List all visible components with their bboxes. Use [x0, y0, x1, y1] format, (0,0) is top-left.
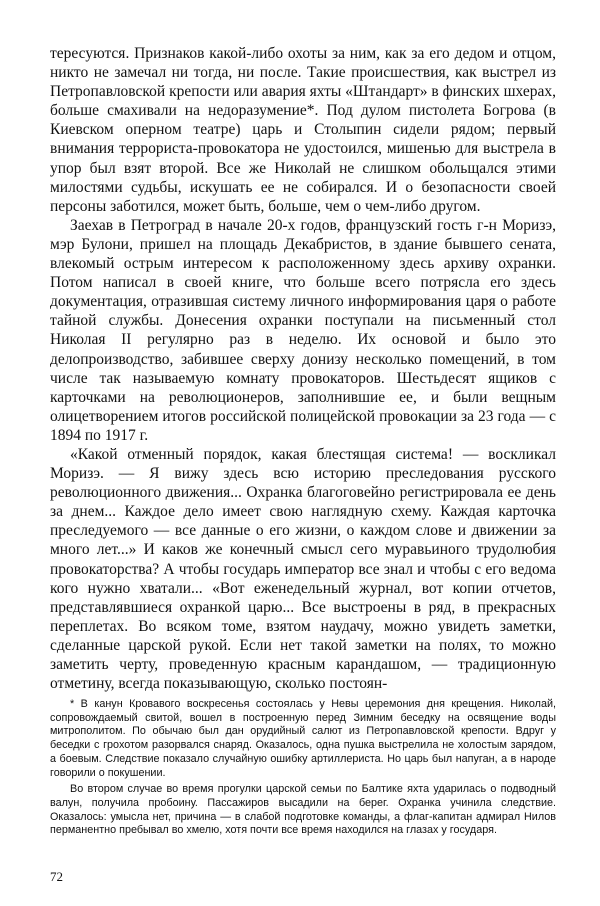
- footnote-2: Во втором случае во время прогулки царской семьи по Балтике яхта ударилась о подводный валун, получила пробоину. Пассажиров высадили на берег. Охранка учинила следствие. Оказалось: умысла нет, причина — в слабой подготовке команды, а флаг-капитан адмирал Нилов перманентно пребывал во хмелю, хотя почти все время находился на глазах у государя.: [50, 783, 556, 837]
- footnote-1: * В канун Кровавого воскресенья состоялась у Невы церемония дня крещения. Николай, сопровождаемый свитой, вошел в построенную перед Зимним беседку на освящение воды митрополитом. По обычаю был дан орудийный салют из Петропавловской крепости. Вдруг у беседки с грохотом разорвался снаряд. Оказалось, одна пушка выстрелила не холостым зарядом, а боевым. Следствие показало случайную ошибку артиллериста. Но царь был напуган, а в народе говорили о покушении.: [50, 698, 556, 779]
- main-text: [50, 44, 556, 693]
- paragraph-2: Заехав в Петроград в начале 20-х годов, французский гость г-н Моризэ, мэр Булони, пришел на площадь Декабристов, в здание бывшего сената, влекомый острым интересом к расположенному здесь архиву охранки. Потом написал в своей книге, что больше всего потрясла его здесь документация, отразившая систему личного информирования царя о работе тайной службы. Донесения охранки поступали на письменный стол Николая II регулярно раз в неделю. Их основой и было это делопроизводство, забившее сверху донизу несколько помещений, в том числе так называемую комнату провокаторов. Шестьдесят ящиков с карточками на революционеров, заполнившие ее, и были вещным олицетворением итогов российской полицейской провокации за 23 года — с 1894 по 1917 г.: [50, 216, 556, 444]
- footnotes: [50, 698, 556, 841]
- page-number: 72: [50, 869, 63, 884]
- paragraph-1: тересуются. Признаков какой-либо охоты за ним, как за его дедом и отцом, никто не замечал ни тогда, ни после. Такие происшествия, как выстрел из Петропавловской крепости или авария яхты «Штандарт» в финских шхерах, больше смахивали на недоразумение*. Под дулом пистолета Богрова (в Киевском оперном театре) царь и Столыпин сидели рядом; первый внимания террориста-провокатора не удостоился, мишенью для выстрела в упор был взят второй. Все же Николай не слишком обольщался этими милостями судьбы, искушать ее не собирался. И о безопасности своей персоны заботился, может быть, больше, чем о чем-либо другом.: [50, 45, 556, 215]
- paragraph-3: «Какой отменный порядок, какая блестящая система! — воскликал Моризэ. — Я вижу здесь всю историю преследования русского революционного движения... Охранка благоговейно регистрировала ее день за днем... Каждое дело имеет свою наглядную схему. Каждая карточка преследуемого — все данные о его жизни, о каждом слове и движении за много лет...» И каков же конечный смысл сего муравьиного трудолюбия провокаторства? А чтобы государь император все знал и чтобы с его ведома кого нужно хватали... «Вот еженедельный журнал, вот копии отчетов, представлявшиеся охранкой царю... Все выстроены в ряд, в прекрасных переплетах. Во всяком томе, взятом наудачу, можно увидеть заметки, сделанные царской рукой. Если нет такой заметки на полях, то можно заметить черту, проведенную красным карандашом, — традиционную отметину, всегда показывающую, сколько постоян-: [50, 445, 556, 693]
